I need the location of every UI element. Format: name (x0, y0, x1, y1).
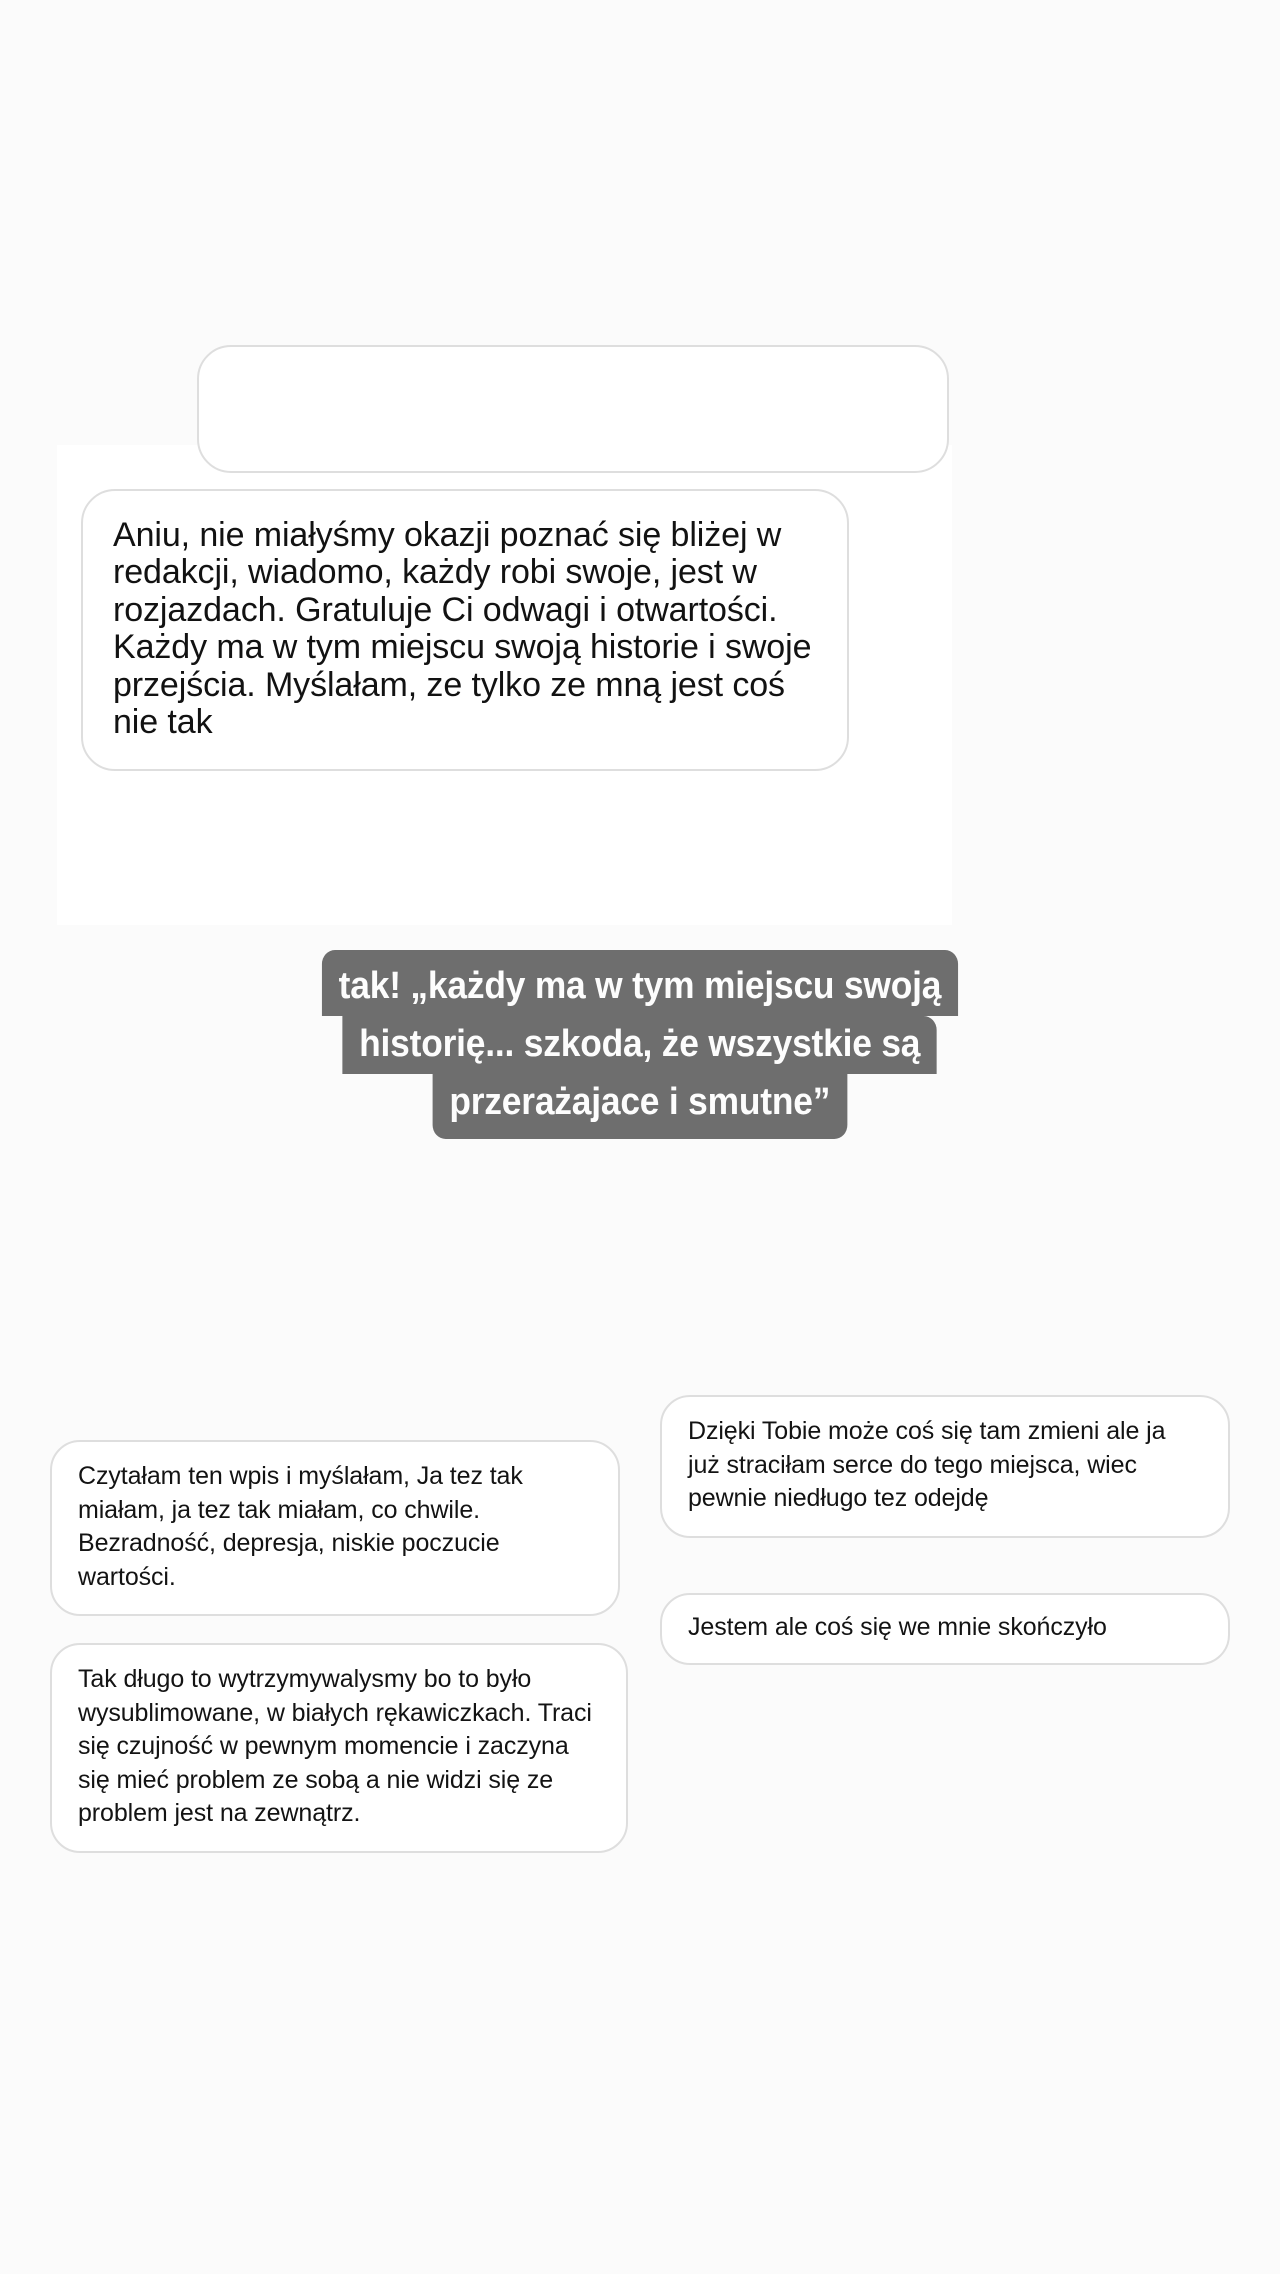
chat-bubble-outgoing[interactable] (660, 1593, 1230, 1665)
incoming-message-bubble[interactable] (81, 489, 849, 771)
chat-bubble-incoming[interactable] (50, 1643, 628, 1853)
caption-row (0, 1074, 1280, 1140)
caption-line-2: historię... szkoda, że wszystkie są (343, 1016, 938, 1074)
partial-message-bubble-cropped (197, 345, 949, 473)
screenshot-block (57, 445, 952, 925)
caption-row (0, 950, 1280, 1016)
chat-bubble-incoming[interactable] (50, 1440, 620, 1616)
caption-line-3: przerażajace i smutne” (433, 1074, 847, 1140)
incoming-message-text: Aniu, nie miałyśmy okazji poznać się bliżej w redakcji, wiadomo, każdy robi swoje, jest w rozjazdach. Gratuluje Ci odwagi i otwartości. Każdy ma w tym miejscu swoją historie i swoje przejścia. Myślałam, ze tylko ze mną jest coś nie tak (113, 516, 821, 741)
chat-message-text: Dzięki Tobie może coś się tam zmieni ale ja już straciłam serce do tego miejsca, wiec pewnie niedługo tez odejdę (688, 1417, 1173, 1512)
story-caption-overlay (0, 950, 1280, 1139)
caption-line-1: tak! „każdy ma w tym miejscu swoją (322, 950, 958, 1016)
chat-message-text: Tak długo to wytrzymywalysmy bo to było wysublimowane, w białych rękawiczkach. Traci się czujność w pewnym momencie i zaczyna się mieć problem ze sobą a nie widzi się ze problem jest na zewnątrz. (78, 1665, 599, 1827)
chat-message-text: Czytałam ten wpis i myślałam, Ja tez tak miałam, ja tez tak miałam, co chwile. Bezradność, depresja, niskie poczucie wartości. (78, 1462, 530, 1591)
chat-thread (0, 1395, 1280, 1995)
chat-bubble-outgoing[interactable] (660, 1395, 1230, 1538)
chat-message-text: Jestem ale coś się we mnie skończyło (688, 1613, 1107, 1641)
caption-row (0, 1016, 1280, 1074)
